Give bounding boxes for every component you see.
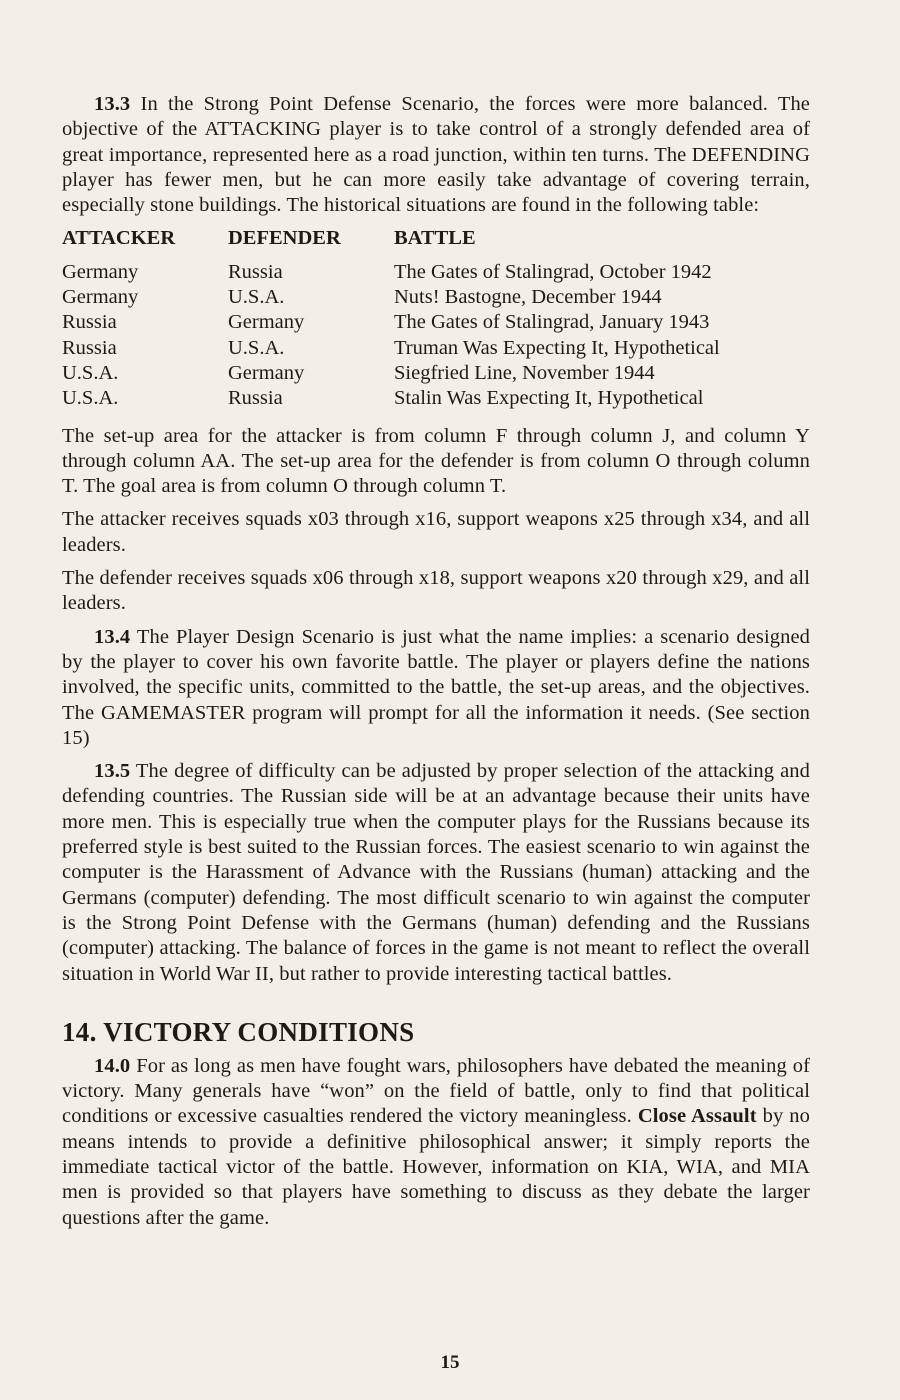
section-number: 14.0 (94, 1054, 131, 1077)
battle-cell: Stalin Was Expecting It, Hypothetical (394, 387, 704, 410)
attacker-cell: Russia (62, 336, 117, 359)
table-row (62, 361, 720, 386)
page-number: 15 (440, 1352, 460, 1373)
defender-cell: Russia (228, 387, 283, 410)
paragraph-text: In the Strong Point Defense Scenario, the forces were more balanced. The objective of the ATTACKING player is to take control of a strongly defended area of great importance, represented here as a road junction, within ten turns. The DEFENDING player has fewer men, but he can more easily take advantage of covering terrain, especially stone buildings. The historical situations are found in the following table: (62, 93, 810, 217)
setup-paragraph: The set-up area for the attacker is from column F through column J, and column Y through column AA. The set-up area for the defender is from column O through column T. The goal area is from column O through column T. (62, 424, 810, 498)
header-battle: BATTLE (394, 227, 476, 250)
defender-paragraph: The defender receives squads x06 through x18, support weapons x20 through x29, and all leaders. (62, 567, 810, 615)
battle-cell: Nuts! Bastogne, December 1944 (394, 286, 662, 309)
attacker-cell: U.S.A. (62, 361, 119, 384)
section-number: 13.4 (94, 625, 131, 648)
section-14-heading: 14. VICTORY CONDITIONS (62, 1016, 415, 1047)
battle-cell: The Gates of Stalingrad, October 1942 (394, 260, 712, 283)
defender-cell: U.S.A. (228, 286, 285, 309)
attacker-paragraph: The attacker receives squads x03 through x16, support weapons x25 through x34, and all leaders. (62, 508, 810, 556)
table-row (62, 260, 720, 285)
header-defender: DEFENDER (228, 227, 341, 250)
paragraph-text-after: by no means intends to provide a definitive philosophical answer; it simply reports the immediate tactical victor of the battle. However, information on KIA, WIA, and MIA men is provided so that players have something to discuss as they debate the larger questions after the game. (62, 1105, 810, 1229)
paragraph-text: The degree of difficulty can be adjusted by proper selection of the attacking and defending countries. The Russian side will be at an advantage because their units have more men. This is especially true when the computer plays for the Russians because its preferred style is best suited to the Russian forces. The easiest scenario to win against the computer is the Harassment of Advance with the Russians (human) attacking and the Germans (computer) defending. The most difficult scenario to win against the computer is the Strong Point Defense with the Germans (human) defending and the Russians (computer) attacking. The balance of forces in the game is not meant to reflect the overall situation in World War II, but rather to provide interesting tactical battles. (62, 760, 811, 985)
battle-cell: The Gates of Stalingrad, January 1943 (394, 311, 710, 334)
paragraph-text-before: For as long as men have fought wars, philosophers have debated the meaning of victory. Many generals have “won” on the field of battle, only to find that political conditions or excessive casualties rendered the victory meaningless. (62, 1054, 811, 1128)
table-header-row (62, 226, 720, 259)
section-number: 13.5 (94, 760, 131, 783)
battle-cell: Siegfried Line, November 1944 (394, 361, 655, 384)
page-content (62, 92, 810, 1239)
paragraph-14-0 (62, 1054, 810, 1231)
defender-cell: Russia (228, 260, 283, 283)
header-attacker: ATTACKER (62, 227, 176, 250)
paragraph-13-3 (62, 92, 810, 218)
attacker-cell: Germany (62, 260, 139, 283)
defender-cell: Germany (228, 361, 305, 384)
table-row (62, 386, 720, 411)
game-title-term: Close Assault (637, 1105, 757, 1128)
paragraph-13-4 (62, 625, 810, 751)
paragraph-13-5 (62, 759, 810, 987)
attacker-cell: Germany (62, 286, 139, 309)
defender-cell: Germany (228, 311, 305, 334)
table-row (62, 310, 720, 335)
table-row (62, 285, 720, 310)
attacker-cell: Russia (62, 311, 117, 334)
table-row (62, 336, 720, 361)
scenario-table (62, 226, 720, 411)
section-number: 13.3 (94, 93, 131, 115)
defender-cell: U.S.A. (228, 336, 285, 359)
paragraph-text: The Player Design Scenario is just what the name implies: a scenario designed by the player to cover his own favorite battle. The player or players define the nations involved, the specific units, committed to the battle, the set-up areas, and the objectives. The GAMEMASTER program will prompt for all the information it needs. (See section 15) (62, 625, 810, 749)
attacker-cell: U.S.A. (62, 387, 119, 410)
battle-cell: Truman Was Expecting It, Hypothetical (394, 336, 720, 359)
